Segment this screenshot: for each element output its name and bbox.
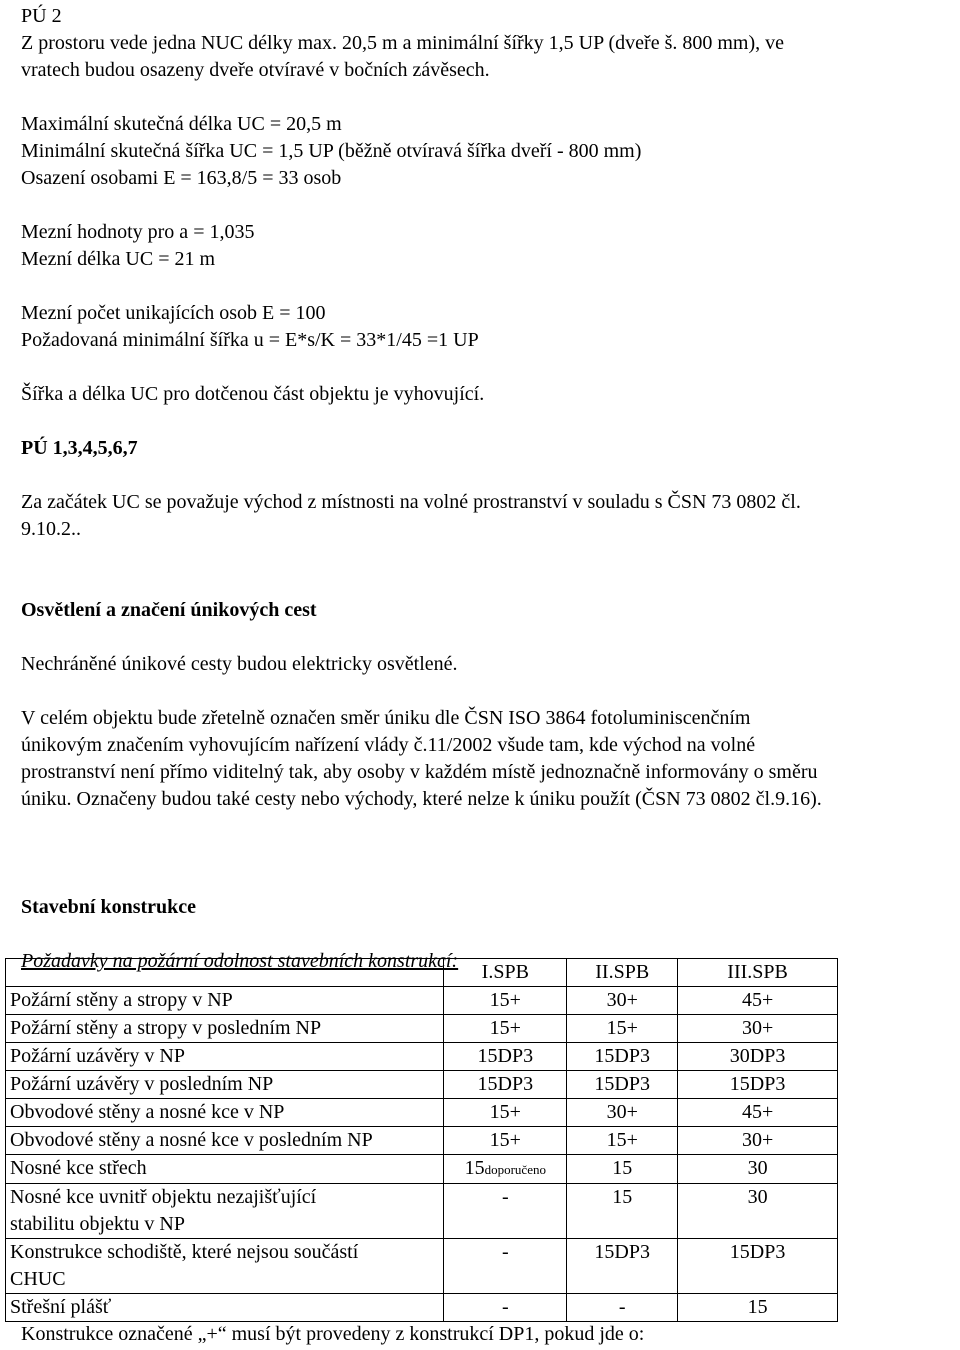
table-row-label: Nosné kce střech [6,1155,444,1184]
table-row-label: Obvodové stěny a nosné kce v NP [6,1099,444,1127]
paragraph-line: Z prostoru vede jedna NUC délky max. 20,5 m a minimální šířky 1,5 UP (dveře š. 800 mm), ve [21,32,785,54]
table-cell: 15DP3 [444,1071,567,1099]
limit-persons-line: Mezní počet unikajících osob E = 100 [21,302,326,324]
table-cell: 30DP3 [678,1043,838,1071]
table-cell: - [444,1294,567,1322]
table-cell: 15 [678,1294,838,1322]
table-row [6,1184,838,1239]
table-cell: 30+ [567,987,678,1015]
table-header-cell: I.SPB [444,959,567,987]
table-row [6,1071,838,1099]
table-header-cell [6,959,444,987]
table-cell: 45+ [678,987,838,1015]
table-cell: 30 [678,1155,838,1184]
table-cell: 30+ [678,1015,838,1043]
table-row-label: Požární uzávěry v NP [6,1043,444,1071]
table-cell [444,1155,567,1184]
table-cell: 30+ [678,1127,838,1155]
label-line: stabilitu objektu v NP [10,1213,185,1235]
table-header-cell: II.SPB [567,959,678,987]
table-row [6,1127,838,1155]
table-header-row [6,959,838,987]
limit-length-line: Mezní délka UC = 21 m [21,248,216,270]
table-cell: 15DP3 [678,1239,838,1294]
table-cell: 15+ [444,1127,567,1155]
paragraph-line: V celém objektu bude zřetelně označen směr úniku dle ČSN ISO 3864 fotoluminiscenčním [21,707,751,729]
table-row [6,1043,838,1071]
label-line: CHUC [10,1268,66,1290]
table-cell: 15 [567,1155,678,1184]
table-row-label: Požární stěny a stropy v posledním NP [6,1015,444,1043]
table-cell: 15DP3 [678,1071,838,1099]
required-width-line: Požadovaná minimální šířka u = E*s/K = 33*1/45 =1 UP [21,329,479,351]
table-cell: 15+ [444,1099,567,1127]
table-cell: 45+ [678,1099,838,1127]
section-heading-pu-rest: PÚ 1,3,4,5,6,7 [21,437,138,459]
paragraph-line: prostranství není přímo viditelný tak, aby osoby v každém místě jednoznačně informovány o směru [21,761,818,783]
section-heading-construction: Stavební konstrukce [21,896,197,918]
table-cell: - [567,1294,678,1322]
label-line: Nosné kce uvnitř objektu nezajišťující [10,1186,317,1208]
table-row-label [6,1184,444,1239]
occupancy-line: Osazení osobami E = 163,8/5 = 33 osob [21,167,342,189]
lighting-paragraph: Nechráněné únikové cesty budou elektricky osvětlené. [21,653,458,675]
paragraph-line: vratech budou osazeny dveře otvíravé v bočních závěsech. [21,59,490,81]
cell-subscript-note: doporučeno [484,1162,546,1177]
limit-a-line: Mezní hodnoty pro a = 1,035 [21,221,255,243]
table-cell: 15DP3 [567,1239,678,1294]
label-line: Konstrukce schodiště, které nejsou součástí [10,1241,359,1263]
table-row [6,987,838,1015]
table-row-label: Obvodové stěny a nosné kce v posledním NP [6,1127,444,1155]
table-row-label [6,1239,444,1294]
table-row [6,1239,838,1294]
max-length-line: Maximální skutečná délka UC = 20,5 m [21,113,342,135]
document-page [21,3,956,975]
table-cell: 15DP3 [567,1043,678,1071]
section-heading-lighting: Osvětlení a značení únikových cest [21,599,317,621]
table-row [6,1294,838,1322]
table-row [6,1155,838,1184]
table-cell: 15+ [567,1015,678,1043]
table-cell: - [444,1184,567,1239]
paragraph-line: Za začátek UC se považuje východ z místnosti na volné prostranství v souladu s ČSN 73 0802 čl. [21,491,801,513]
table-row-label: Střešní plášť [6,1294,444,1322]
paragraph-line: úniku. Označeny budou také cesty nebo východy, které nelze k úniku použít (ČSN 73 0802 čl.9.16). [21,788,822,810]
table-row-label: Požární uzávěry v posledním NP [6,1071,444,1099]
section-heading-pu2: PÚ 2 [21,5,62,27]
paragraph-line: 9.10.2.. [21,518,81,540]
table-cell: 15+ [444,987,567,1015]
table-cell: 15+ [444,1015,567,1043]
table-cell: 15DP3 [444,1043,567,1071]
table-row [6,1099,838,1127]
construction-subheading: Požadavky na požární odolnost stavebních konstrukcí: [21,950,459,972]
table-cell: 15+ [567,1127,678,1155]
conclusion-line: Šířka a délka UC pro dotčenou část objektu je vyhovující. [21,383,485,405]
table-header-cell: III.SPB [678,959,838,987]
min-width-line: Minimální skutečná šířka UC = 1,5 UP (běžně otvíravá šířka dveří - 800 mm) [21,140,642,162]
table-row-label: Požární stěny a stropy v NP [6,987,444,1015]
table-cell: 15DP3 [567,1071,678,1099]
table-cell: 30+ [567,1099,678,1127]
table-row [6,1015,838,1043]
paragraph-line: únikovým značením vyhovujícím nařízení vlády č.11/2002 všude tam, kde východ na volné [21,734,756,756]
table-footnote: Konstrukce označené „+“ musí být provedeny z konstrukcí DP1, pokud jde o: [21,1323,645,1345]
table-cell: - [444,1239,567,1294]
table-cell: 30 [678,1184,838,1239]
fire-resistance-table [5,958,838,1322]
table-cell: 15 [567,1184,678,1239]
cell-value: 15 [464,1157,485,1179]
